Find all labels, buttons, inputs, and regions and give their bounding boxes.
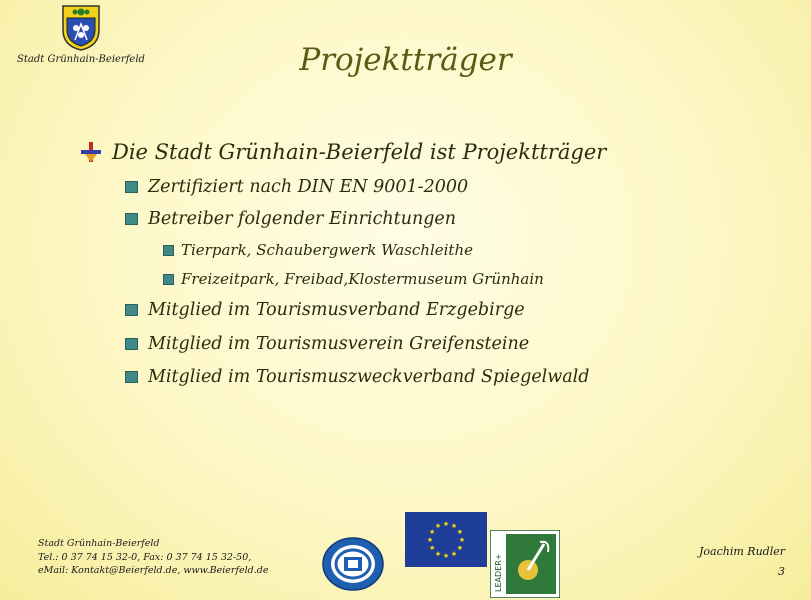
square-bullet-icon — [125, 213, 138, 225]
footer-line-email: eMail: Kontakt@Beierfeld.de, www.Beierfeld.de — [38, 565, 269, 576]
list-item — [125, 300, 525, 320]
eu-star-icon: ★ — [426, 536, 434, 544]
author-name: Joachim Rudler — [699, 545, 785, 558]
footer-contact — [38, 537, 268, 578]
list-item-text: Mitglied im Tourismuszweckverband Spiegelwald — [148, 367, 590, 387]
square-bullet-icon — [163, 274, 174, 285]
square-bullet-icon — [163, 245, 174, 256]
eu-star-icon: ★ — [429, 528, 436, 536]
leader-text: LEADER+ — [494, 553, 503, 592]
leader-logo-icon — [490, 530, 560, 598]
list-item — [125, 367, 589, 387]
main-bullet — [80, 140, 606, 164]
eu-star-icon: ★ — [458, 536, 466, 544]
eu-star-icon: ★ — [442, 520, 450, 528]
eu-flag-icon — [405, 512, 487, 567]
list-item-text: Zertifiziert nach DIN EN 9001-2000 — [148, 177, 469, 197]
eu-star-icon: ★ — [429, 544, 436, 552]
sub-list-item-text: Freizeitpark, Freibad,Klostermuseum Grünhain — [181, 270, 544, 288]
square-bullet-icon — [125, 181, 138, 193]
eu-star-icon: ★ — [456, 528, 463, 536]
square-bullet-icon — [125, 371, 138, 383]
page-number: 3 — [778, 565, 785, 578]
list-item-text: Mitglied im Tourismusverein Greifensteine — [148, 334, 530, 354]
list-item — [125, 209, 456, 229]
eu-star-icon: ★ — [450, 522, 458, 531]
eu-star-icon: ★ — [434, 549, 442, 558]
sub-list-item — [163, 270, 544, 288]
bullet-arrow-icon — [80, 141, 102, 163]
eu-star-icon: ★ — [456, 544, 463, 552]
footer-line-phone: Tel.: 0 37 74 15 32-0, Fax: 0 37 74 15 32-50, — [38, 551, 252, 563]
list-item — [125, 177, 468, 197]
list-item — [125, 334, 529, 354]
square-bullet-icon — [125, 338, 138, 350]
list-item-text: Betreiber folgender Einrichtungen — [148, 209, 457, 229]
slide-title: Projektträger — [299, 42, 512, 78]
list-item-text: Mitglied im Tourismusverband Erzgebirge — [148, 300, 525, 320]
logo-caption: Stadt Grünhain-Beierfeld — [17, 54, 145, 65]
sub-list-item-text: Tierpark, Schaubergwerk Waschleithe — [181, 241, 473, 259]
eu-star-icon: ★ — [442, 552, 450, 560]
footer-line-town: Stadt Grünhain-Beierfeld — [38, 538, 160, 549]
certification-seal-icon — [320, 535, 386, 593]
eu-star-icon: ★ — [434, 522, 442, 531]
sub-list-item — [163, 241, 473, 259]
main-bullet-text: Die Stadt Grünhain-Beierfeld ist Projektträger — [112, 140, 607, 164]
square-bullet-icon — [125, 304, 138, 316]
footer-author — [660, 542, 785, 582]
eu-star-icon: ★ — [450, 549, 458, 558]
